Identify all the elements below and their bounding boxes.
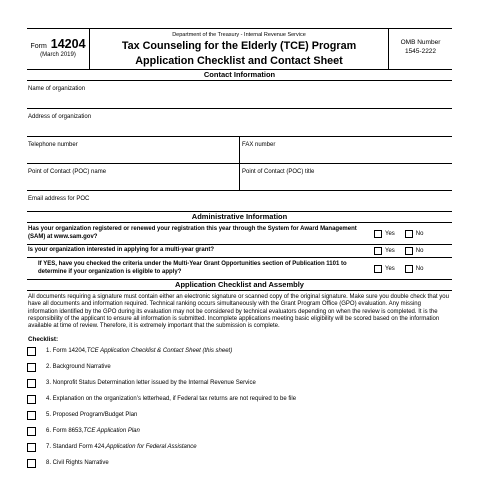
no-label: No (415, 248, 424, 254)
omb-label: OMB Number (400, 39, 441, 46)
checklist-item (27, 359, 452, 375)
sam-question-row (27, 223, 452, 245)
checklist-item-checkbox[interactable] (27, 411, 36, 420)
checklist-item-checkbox[interactable] (27, 379, 36, 388)
checklist-item (27, 439, 452, 455)
eligibility-question: If YES, have you checked the criteria under the Multi-Year Grant Opportunities section of Publication 1101 to determine if your organization is eligible to apply? (38, 261, 347, 275)
checklist-item-title: Application for Federal Assistance (106, 444, 197, 451)
sam-yes-checkbox[interactable] (374, 230, 382, 238)
form-prefix: Form (30, 43, 47, 50)
checklist-item-checkbox[interactable] (27, 395, 36, 404)
eligibility-no-checkbox[interactable] (405, 265, 413, 273)
telephone-field[interactable]: Telephone number (27, 137, 240, 163)
eligibility-question-row (27, 258, 452, 280)
multiyear-question-row (27, 245, 452, 258)
checklist-item-text: 2. Background Narrative (46, 364, 111, 371)
multiyear-yes-checkbox[interactable] (374, 247, 382, 255)
checklist-instructions: All documents requiring a signature must contain either an electronic signature or scanned copy of the original signature. Make sure you double check that you have all documents and information required. Technical ranking occurs simultaneously with the Grant Program Office (GPO) evaluation. Any missing information identified by the GPO during its evaluation may not be considered by technical evaluators depending on when the review is completed. It is the responsibility of the applicant to ensure all information is submitted. Incomplete applications meeting basic eligibility will be scored based on the information available at time of review. Therefore, it is extremely important that the submission is complete. (28, 294, 449, 330)
email-field[interactable]: Email address for POC (27, 191, 452, 212)
checklist-item-text: 1. Form 14204, (46, 348, 87, 355)
checklist-item-checkbox[interactable] (27, 363, 36, 372)
checklist-item-text: 4. Explanation on the organization’s letterhead, if Federal tax returns are not required to be file (46, 396, 297, 403)
phone-fax-row (27, 137, 452, 164)
form-id-block (27, 29, 90, 69)
fax-field[interactable]: FAX number (242, 142, 276, 148)
checklist-item (27, 343, 452, 359)
form-date: (March 2019) (40, 52, 76, 58)
checklist-item-text: 7. Standard Form 424, (46, 444, 107, 451)
checklist-item (27, 455, 452, 471)
no-label: No (415, 230, 424, 237)
sam-question: Has your organization registered or renewed your registration this year through the System for Award Management (SAM) at www.sam.gov? (28, 226, 357, 240)
checklist-heading: Application Checklist and Assembly (27, 280, 452, 291)
org-name-field[interactable]: Name of organization (27, 81, 452, 109)
yes-label: Yes (385, 230, 395, 237)
multiyear-no-checkbox[interactable] (405, 247, 413, 255)
form-header (27, 28, 452, 70)
form-number: 14204 (50, 37, 86, 51)
checklist-item-text: 6. Form 8653, (46, 428, 84, 435)
form-title-line1: Tax Counseling for the Elderly (TCE) Program (121, 40, 357, 52)
title-block (90, 29, 389, 69)
checklist-item (27, 407, 452, 423)
poc-name-field[interactable]: Point of Contact (POC) name (27, 164, 240, 190)
checklist-label: Checklist: (28, 336, 59, 344)
form-page (27, 28, 452, 480)
poc-row (27, 164, 452, 191)
org-address-field[interactable]: Address of organization (27, 109, 452, 137)
checklist-item (27, 375, 452, 391)
omb-block (389, 29, 452, 69)
eligibility-yes-checkbox[interactable] (374, 265, 382, 273)
yes-label: Yes (385, 265, 395, 272)
checklist-item-checkbox[interactable] (27, 427, 36, 436)
checklist-items (27, 343, 452, 471)
checklist-item-text: 3. Nonprofit Status Determination letter issued by the Internal Revenue Service (46, 380, 256, 387)
no-label: No (415, 265, 424, 272)
checklist-item-checkbox[interactable] (27, 443, 36, 452)
checklist-item-checkbox[interactable] (27, 347, 36, 356)
admin-heading: Administrative Information (27, 212, 452, 223)
checklist-item-title: TCE Application Checklist & Contact Sheet (this sheet) (86, 348, 233, 355)
checklist-item-title: TCE Application Plan (83, 428, 140, 435)
checklist-item (27, 391, 452, 407)
sam-no-checkbox[interactable] (405, 230, 413, 238)
department: Department of the Treasury - Internal Revenue Service (172, 32, 306, 38)
poc-title-field[interactable]: Point of Contact (POC) title (242, 169, 315, 175)
multiyear-question: Is your organization interested in applying for a multi-year grant? (28, 247, 215, 254)
checklist-item-text: 8. Civil Rights Narrative (46, 460, 109, 467)
checklist-item-checkbox[interactable] (27, 459, 36, 468)
contact-heading: Contact Information (27, 70, 452, 81)
checklist-item-text: 5. Proposed Program/Budget Plan (46, 412, 138, 419)
form-title-line2: Application Checklist and Contact Sheet (135, 54, 343, 67)
yes-label: Yes (385, 248, 395, 254)
omb-number: 1545-2222 (404, 47, 437, 55)
checklist-item (27, 423, 452, 439)
